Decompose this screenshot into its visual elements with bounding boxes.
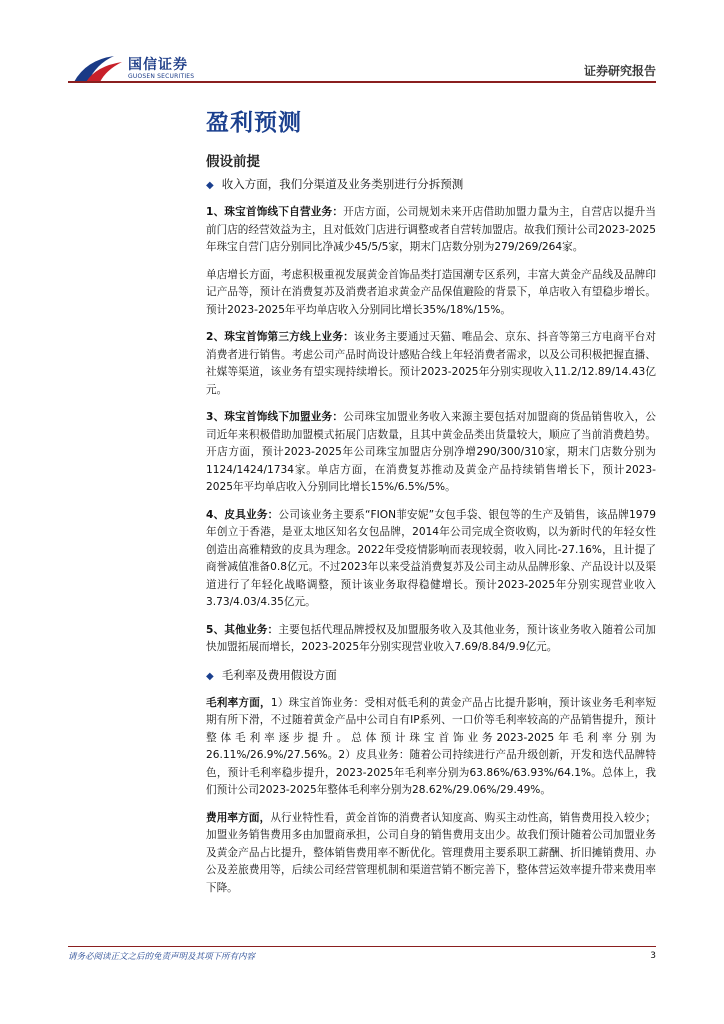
report-type-label: 证券研究报告 [583, 64, 656, 78]
paragraph-lead: 费用率方面， [206, 811, 271, 824]
paragraph-leather [206, 507, 656, 612]
paragraph-lead: 毛利率方面， [206, 696, 271, 709]
logo-name-en: GUOSEN SECURITIES [128, 73, 195, 80]
guosen-logo-icon [72, 54, 124, 84]
company-logo [72, 54, 194, 84]
main-content [206, 176, 656, 901]
paragraph-body: 主要包括代理品牌授权及加盟服务收入及其他业务，预计该业务收入随着公司加快加盟拓展而增长，2023-2025年分别实现营业收入7.69/8.84/9.9亿元。 [206, 623, 657, 653]
bullet-revenue [206, 176, 656, 194]
paragraph-lead: 1、珠宝首饰线下自营业务： [206, 206, 344, 218]
diamond-bullet-icon: ◆ [206, 180, 214, 191]
paragraph-lead: 5、其他业务： [206, 623, 279, 636]
paragraph-other [206, 622, 656, 657]
paragraph-gross-margin [206, 695, 656, 800]
paragraph-body: 公司珠宝加盟业务收入来源主要包括对加盟商的货品销售收入，公司近年来积极借助加盟模式拓展门店数量，且其中黄金品类出货量较大，顺应了当前消费趋势。开店方面，预计2023-2025年公司珠宝加盟店分别净增290/300/310家，期末门店数分别为1124/1424/1734家。单店方面，在消费复苏推动及黄金产品持续销售增长下，预计2023-2025年平均单店收入分别同比增长15%/6.5%/5%。 [206, 411, 656, 493]
paragraph-body: 公司该业务主要系“FION菲安妮”女包手袋、银包等的生产及销售，该品牌1979年创立于香港，是亚太地区知名女包品牌，2014年公司完成全资收购，以为新时代的年轻女性创造出高雅精致的皮具为理念。2022年受疫情影响而表现较弱，收入同比-27.16%，且计提了商誉减值准备0.8亿元。不过2023年以来受益消费复苏及公司主动从品牌形象、产品设计以及渠道进行了年轻化战略调整，预计该业务取得稳健增长。预计2023-2025年分别实现营业收入3.73/4.03/4.35亿元。 [206, 508, 657, 608]
disclaimer-note: 请务必阅读正文之后的免责声明及其项下所有内容 [68, 952, 256, 962]
bullet-revenue-text: 收入方面，我们分渠道及业务类别进行分拆预测 [221, 177, 464, 191]
bullet-margin [206, 667, 656, 685]
paragraph-lead: 2、珠宝首饰第三方线上业务： [206, 331, 354, 343]
paragraph-body: 开店方面，公司规划未来开店借助加盟力量为主，自营店以提升当前门店的经营效益为主，且对低效门店进行调整或者自营转加盟店。故我们预计公司2023-2025年珠宝自营门店分别同比净减少45/5/5家，期末门店数分别为279/269/264家。 [206, 206, 656, 253]
footer-divider [68, 946, 656, 947]
paragraph-lead: 4、皮具业务： [206, 508, 279, 521]
page-header [0, 0, 724, 92]
paragraph-franchise [206, 409, 656, 497]
paragraph-self-operated [206, 204, 656, 257]
paragraph-lead: 3、珠宝首饰线下加盟业务： [206, 411, 344, 423]
logo-name-cn: 国信证券 [128, 57, 188, 73]
paragraph-body: 从行业特性看，黄金首饰的消费者认知度高、购买主动性高，销售费用投入较少；加盟业务销售费用多由加盟商承担，公司自身的销售费用支出少。故我们预计随着公司加盟业务及黄金产品占比提升，整体销售费用率不断优化。管理费用主要系职工薪酬、折旧摊销费用、办公及差旅费用等，后续公司经营管理机制和渠道营销不断完善下，整体营运效率提升带来费用率下降。 [206, 811, 657, 894]
diamond-bullet-icon: ◆ [206, 670, 214, 682]
paragraph-expense-ratio [206, 810, 656, 898]
paragraph-body: 1）珠宝首饰业务：受相对低毛利的黄金产品占比提升影响，预计该业务毛利率短期有所下滑，不过随着黄金产品中公司自有IP系列、一口价等毛利率较高的产品销售提升，预计整体毛利率逐步提升。总体预计珠宝首饰业务2023-2025年毛利率分别为26.11%/26.9%/27.56%。2）皮具业务：随着公司持续进行产品升级创新，开发和迭代品牌特色，预计毛利率稳步提升，2023-2025年毛利率分别为63.86%/63.93%/64.1%。总体上，我们预计公司2023-2025年整体毛利率分别为28.62%/29.06%/29.49%。 [206, 696, 656, 796]
paragraph-store-growth [206, 267, 656, 320]
page-number: 3 [650, 951, 656, 961]
header-divider [68, 81, 656, 83]
paragraph-body: 单店增长方面，考虑积极重视发展黄金首饰品类打造国潮专区系列，丰富大黄金产品线及品牌印记产品等，预计在消费复苏及消费者追求黄金产品保值避险的背景下，单店收入有望稳步增长。预计2023-2025年平均单店收入分别同比增长35%/18%/15%。 [206, 268, 656, 316]
paragraph-body: 该业务主要通过天猫、唯品会、京东、抖音等第三方电商平台对消费者进行销售。考虑公司产品时尚设计感贴合线上年轻消费者需求，以及公司积极把握直播、社媒等渠道，该业务有望实现持续增长。预计2023-2025年分别实现收入11.2/12.89/14.43亿元。 [206, 331, 656, 396]
sub-title: 假设前提 [206, 154, 260, 170]
paragraph-online [206, 329, 656, 399]
bullet-margin-text: 毛利率及费用假设方面 [221, 667, 337, 682]
section-title: 盈利预测 [206, 110, 302, 136]
